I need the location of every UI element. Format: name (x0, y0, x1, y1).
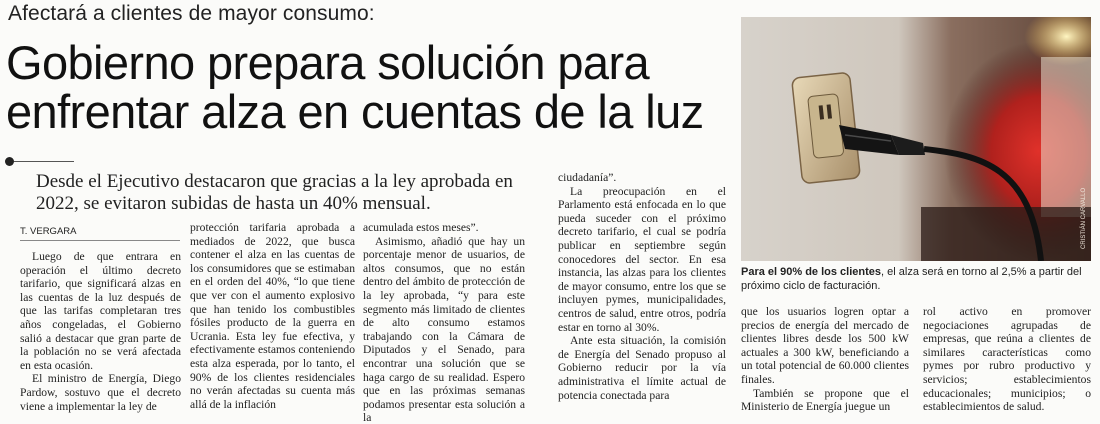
article-column-5 (741, 305, 909, 414)
article-column-6 (923, 305, 1091, 414)
paragraph: También se propone que el Ministerio de Energía juegue un (741, 386, 909, 414)
deck: Desde el Ejecutivo destacaron que gracias a la ley aprobada en 2022, se evitaron subidas de hasta un 40% mensual. (36, 171, 513, 214)
plug-photo-icon (741, 17, 1091, 261)
article-column-2 (190, 221, 355, 411)
rule-line (14, 161, 74, 162)
paragraph: acumulada estos meses”. (363, 221, 479, 234)
photo-credit: CRISTIÁN CARVALLO (1081, 187, 1087, 249)
rule-dot (5, 157, 14, 166)
article-column-3 (363, 221, 525, 424)
paragraph: Luego de que entrara en operación el último decreto tarifario, que significará alzas en las cuentas de la luz después de que las tarifas completaran tres años congeladas, el Gobierno salió a destacar que gran parte de la población no se verá afectada en esta ocasión. (20, 250, 181, 372)
paragraph: La preocupación en el Parlamento está enfocada en lo que pueda suceder con el próximo decreto tarifario, el cual se podría publicar en septiembre según conocedores del sector. En esa instancia, las alzas para los clientes de mayor consumo, entre los que se incluyen pymes, municipalidades, centros de salud, entre otros, podría estar en torno al 30%. (558, 184, 726, 334)
paragraph: que los usuarios logren optar a precios de energía del mercado de clientes libres desde los 500 kW actuales a 300 kW, beneficiando a un total potencial de 60.000 clientes finales. (741, 305, 909, 386)
paragraph: Ante esta situación, la comisión de Energía del Senado propuso al Gobierno reducir por la vía administrativa el límite actual de potencia conectada para (558, 334, 726, 402)
paragraph: rol activo en promover negociaciones agrupadas de empresas, que reúna a clientes de similares características como pymes por rubro productivo y servicios; establecimientos educacionales; municipios; o establecimientos de salud. (923, 305, 1091, 414)
paragraph: protección tarifaria aprobada a mediados de 2022, que busca contener el alza en las cuentas de los consumidores que se estimaban en el orden del 40%, “lo que tiene que ver con el aumento explosivo que han tenido los combustibles fósiles producto de la guerra en Ucrania. Esta ley fue efectiva, y efectivamente estamos conteniendo esta alza esperada, por lo tanto, el 90% de los clientes residenciales no verán afectadas su cuenta más allá de la inflación (190, 221, 355, 411)
paragraph: ciudadanía”. (558, 171, 617, 184)
plug-photo (741, 17, 1091, 261)
headline: Gobierno prepara solución para enfrentar alza en cuentas de la luz (6, 36, 704, 138)
byline: T. VERGARA (20, 226, 77, 237)
paragraph: Asimismo, añadió que hay un porcentaje menor de usuarios, de altos consumos, que no están dentro del ámbito de protección de la ley aprobada, “y para este segmento más limitado de clientes de alto consumo estamos trabajando con la Cámara de Diputados y el Senado, para encontrar una solución que se haga cargo de su realidad. Espero que en las próximas semanas podamos presentar esta solución a la (363, 234, 525, 424)
photo-caption (741, 266, 1091, 293)
byline-divider (20, 240, 180, 241)
article-column-1 (20, 250, 181, 413)
kicker: Afectará a clientes de mayor consumo: (8, 2, 375, 25)
article-column-4 (558, 171, 726, 402)
paragraph: El ministro de Energía, Diego Pardow, sostuvo que el decreto viene a implementar la ley de (20, 372, 181, 413)
caption-text: , el alza será en torno al 2,5% a partir del próximo ciclo de facturación. (741, 266, 1082, 292)
caption-lead: Para el 90% de los clientes (741, 266, 882, 278)
